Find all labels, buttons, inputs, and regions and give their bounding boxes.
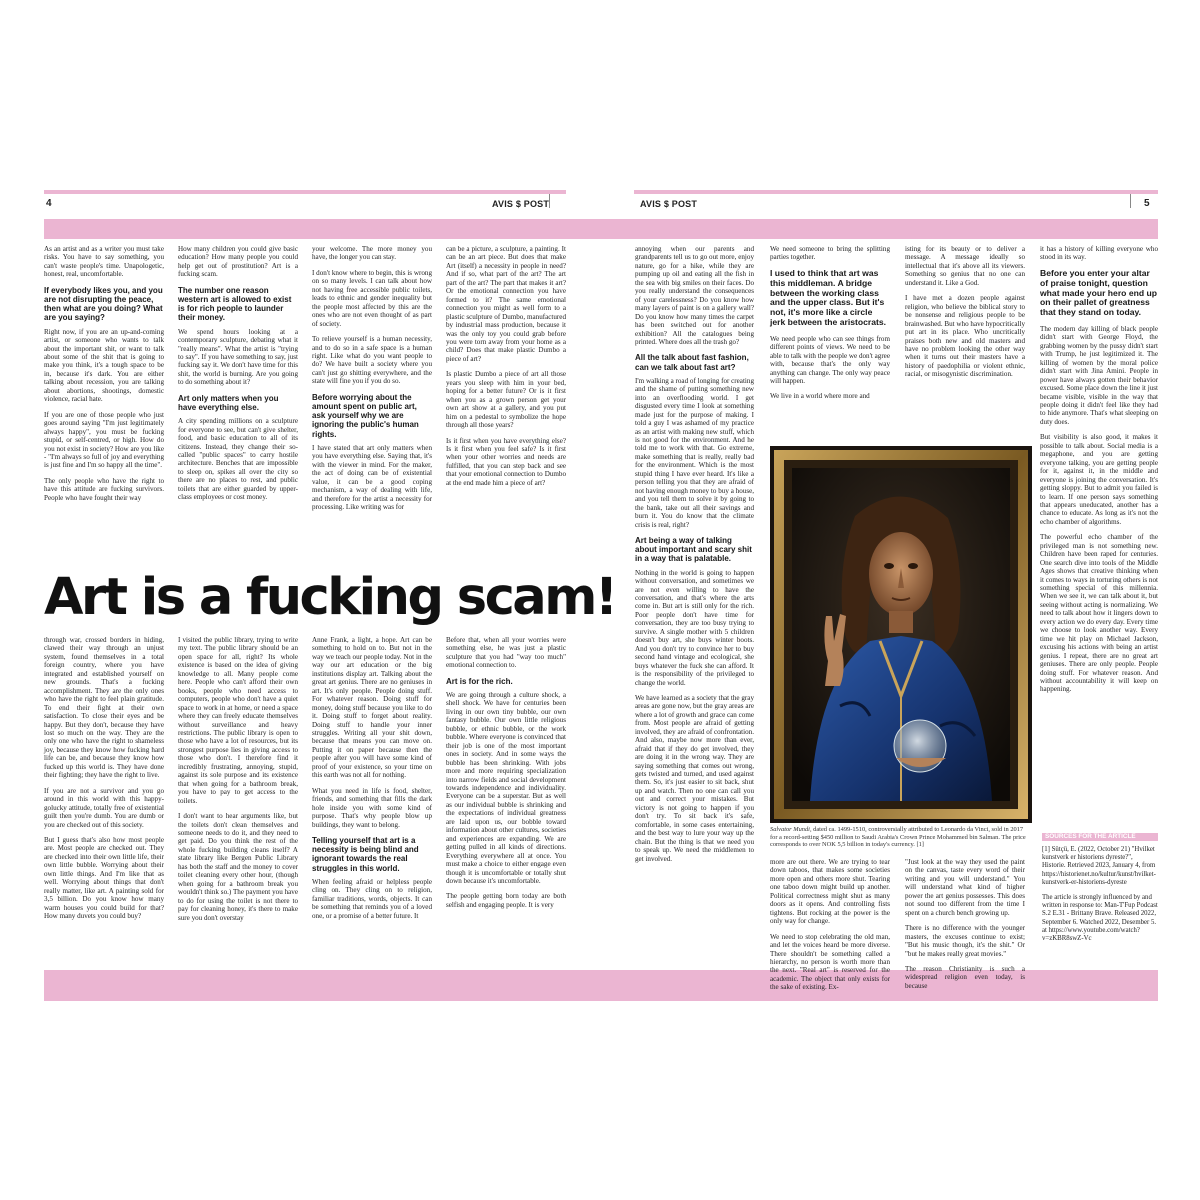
painting-salvator-mundi xyxy=(770,446,1032,823)
paragraph: Is plastic Dumbo a piece of art all those years you sleep with him in your bed, hoping for a better future? Or is it first when you as a grown person get your own art show at a gallery, and you put him on a pedestal to symbolize the hope through all those years? xyxy=(446,370,566,430)
paragraph: As an artist and as a writer you must take risks. You have to say something, you can't waste people's time. Unapologetic, honest, real, uncomfortable. xyxy=(44,245,164,279)
paragraph: I have stated that art only matters when you have everything else. Saying that, it's with the viewer in mind. For the maker, the act of doing can be of existential value, it can be a good coping mechanism, a way of dealing with life, and therefore for the artist a necessity for processing. Like writing was for xyxy=(312,443,432,511)
paragraph: I have met a dozen people against religion, who believe the biblical story to be nonsense and religious people to be brainwashed. But who have hypocritically put art in its place. Who uncritically praises both new and old masters and have no problem looking the other way when it turns out their masters have a history of paedophilia or violent ethnic, racial, or misogynistic discrimination. xyxy=(905,294,1025,379)
right-page-header xyxy=(634,190,1158,212)
paragraph: But I guess that's also how most people are. Most people are checked out. They are checked into their own little life, their own little bubble. Worrying about their own little things. And I'm like that as well. Worrying about things that don't really matter, like art. A painting sold for 3,5 billion. Do you know how many warm houses you could build for that? How many duvets you could buy? xyxy=(44,835,164,921)
paragraph: If you are one of those people who just goes around saying "I'm just legitimately always happy", you must be fucking stupid, or self-centred, or high. How do you not exist in society? How are you like - "I'm always so full of joy and everything is just fine and I'm so happy all the time". xyxy=(44,410,165,470)
subheading: If everybody likes you, and you are not disrupting the peace, then what are you doing? What are you saying? xyxy=(44,285,163,323)
article-column xyxy=(635,245,754,953)
paragraph: But visibility is also good, it makes it possible to talk about. Social media is a megaphone, and you are getting everyone talking, you are getting people for it, against it, in the middle and everyone is joining the conversation. It's getting sloppy. But to admit you failed is to learn. If one person says something that appears uneducated, another has a chance to educate. As long as it's not the echo chamber of algorithms. xyxy=(1040,433,1158,526)
article-column xyxy=(312,245,432,537)
source-reference: The article is strongly influenced by and written in response to: Man-T'Fup Podcast S.2 E.31 - Brittany Brave. Released 2022, September 6. Watched 2022, Desember 5. at https://www.youtube.com/watch?v=zKBR8swZ-Vc xyxy=(1042,894,1158,943)
left-page-header xyxy=(44,190,566,212)
subheading: Art being a way of talking about important and scary shit in a way that is palatable. xyxy=(635,536,752,564)
paragraph: I visited the public library, trying to write my text. The public library should be an open space for all, right? Its whole existence is based on the idea of giving knowledge to all. Many people come here. People who can't afford their own books, people who need access to computers, people who don't have a quiet space to work in at home, or need a space where they can freely educate themselves without surveillance and heavy restrictions. The public library is open to those who have a lot of resources, but its strongest purpose lies in giving access to those who don't. I therefore find it incredibly frustrating, annoying, stupid, against its sole purpose and its existence that when going for a bathroom break, you have to pay to get access to the toilets. xyxy=(178,636,298,805)
article-column xyxy=(905,858,1025,990)
paragraph: How many children you could give basic education? How many people you could help get out of prostitution? Art is a fucking scam. xyxy=(178,245,298,279)
paragraph: I don't know where to begin, this is wrong on so many levels. I can talk about how not having free accessible public toilets, leads to ethnic and gender inequality but the people most affected by this are the ones who are not even thought of as part of society. xyxy=(312,268,432,328)
paragraph: We are going through a culture shock, a shell shock. We have for centuries been living in our own tiny bubble, our own fantasy bubble. Our own little religious bubble, or ethnic bubble, or the work bubble. Where everyone is convinced that their job is one of the most important ones in society. And in some ways the bubble has been shrinking. With jobs more and more requiring specialization into narrow fields and social development towards independence and individuality. Everyone can be a superstar. But as well as our individual bubble is shrinking and the expectations of individual greatness are laid upon us, our bobble toward information about other cultures, societies and experiences are expanding. We are getting pulled in all kinds of directions. Everything everywhere all at once. You must make a choice to either engage even though it is uncomfortable or totally shut down because it's uncomfortable. xyxy=(446,691,566,885)
paragraph: The reason Christianity is such a widespread religion even today, is because xyxy=(905,964,1025,990)
subheading: All the talk about fast fashion, can we talk about fast art? xyxy=(635,353,749,372)
pull-quote: I used to think that art was this middleman. A bridge between the working class and the upper class. But it's not, it's more like a circle jerk between the aristocrats. xyxy=(770,267,887,327)
paragraph: through war, crossed borders in hiding, clawed their way through an unjust system, found themselves in a total foreign country, where you have integrated and established yourself on new grounds. That's a fucking accomplishment. They are the only ones who have the right to feel plain gratitude. To end their fight at their own satisfaction. To close their eyes and be happy. But they don't, because they have lost so much on the way. They are the only one who have the right to shameless joy, because they know how fucking hard life can be, and because they know how fucked up this world is. They have done their fighting; they have the right to live. xyxy=(44,636,164,780)
article-column xyxy=(178,245,298,537)
caption-title: Salvator Mundi xyxy=(770,826,810,833)
paragraph: To relieve yourself is a human necessity, and to do so in a safe space is a human right. Like what do you want people to do? We have built a society where you can't just go shitting everywhere, and the state will fine you if you do so. xyxy=(312,335,432,386)
paragraph: Nothing in the world is going to happen without conversation, and sometimes we are not even willing to have the conversation, and that's where the arts come in. But art is still only for the rich. Poor people don't have time for conversation, they are too busy trying to survive. A single mother with 5 children doesn't buy art, she buys winter boots. And you don't try to convince her to buy second hand vintage and ecological, she buys whatever the fuck she can afford. It is the responsibility of the privileged to change the world. xyxy=(635,568,754,687)
article-column xyxy=(770,858,890,992)
article-column xyxy=(44,636,164,954)
paragraph: your welcome. The more money you have, the longer you can stay. xyxy=(312,245,432,262)
headline: Art is a fucking scam! xyxy=(44,568,616,627)
paragraph: When feeling afraid or helpless people cling on. They cling on to religion, familiar traditions, words, objects. It can be something that reminds you of a loved one, or a promise of a better future. It xyxy=(312,877,432,920)
article-column xyxy=(905,245,1025,435)
publication-name: AVIS $ POST xyxy=(492,199,550,209)
paragraph: The only people who have the right to have this attitude are fucking survivors. People who have fought their way xyxy=(44,476,164,502)
paragraph: annoying when our parents and grandparents tell us to go out more, enjoy nature, go for a hike, while they are pumping up oil and eating all the fish in the sea with big smiles on their faces. Do you really understand the consequences of your carelessness? Do you know how many layers of paint is on a gallery wall? Do you know how many times the carpet has been switched out for another exhibition? All the catalogues being printed. Where does all the trash go? xyxy=(635,245,754,346)
paragraph: Is it first when you have everything else? Is it first when you feel safe? Is it first when your other worries and needs are fulfilled, that you can step back and see that your emotional connection to Dumbo at the end made him a piece of art? xyxy=(446,436,566,487)
paragraph: A city spending millions on a sculpture for everyone to see, but can't give shelter, food, and basic education to all of its citizens. Instead, they change their so-called "public spaces" to carry hostile architecture. Benches that are impossible to sleep on, spikes all over the city so there are no places to rest, and public toilets that are either guarded by upper-class employees or cost money. xyxy=(178,417,298,502)
paragraph: it has a history of killing everyone who stood in its way. xyxy=(1040,245,1158,262)
source-reference: [1] Sütçü, E. (2022, October 21) "Hvilket kunstverk er historiens dyreste?", Historie. Retrieved 2023, January 4, from https://historienet.no/kultur/kunst/hvilket-kunstverk-er-historiens-dyreste xyxy=(1042,846,1156,886)
paragraph: Before that, when all your worries were something else, he was just a plastic sculpture that you had "way too much" emotional connection to. xyxy=(446,636,566,670)
paragraph: I'm walking a road of longing for creating and the shame of putting something new into an overflooding world. I get disgusted every time I look at something made just for the purpose of making. I told a guy I was ashamed of my practice as an artist with making new stuff, which is not good for the environment. And he told me to work with that. Go extreme, make something that is really, really bad for the environment. Which is the most stupid thing I have ever heard. It's like a person telling you that they are afraid of not having enough money to buy a house, and you tell them to solve it by going to the bank, take out all their savings and burn it. You do know that the climate crisis is real, right? xyxy=(635,376,754,529)
paragraph: We need people who can see things from different points of views. We need to be able to talk with the people we don't agree with, because that's the only way anything can change. The only way peace will happen. xyxy=(770,334,890,385)
paragraph: can be a picture, a sculpture, a painting. It can be an art piece. But does that make Art (itself) a necessity in people in need? And if so, what part of the art? The art part of the art? The part that makes it art? Or the emotional connection you have formed to it? The same emotional connection you might as well form to a plastic sculpture of Dumbo, manufactured by industrial mass production, because it was the only toy you could grab before you were torn away from your home as a child? Does that make plastic Dumbo a piece of art? xyxy=(446,245,566,363)
article-column xyxy=(446,245,566,537)
article-column xyxy=(44,245,164,537)
caption-text: , dated ca. 1499-1510, controversially attributed to Leonardo da Vinci, sold in 2017 for a record-setting $450 million to Saudi Arabia's Crown Prince Mohammed bin Salman. The price corresponds to over NOK 5,5 billion in today's currency. [1] xyxy=(770,826,1026,849)
subheading: Before worrying about the amount spent on public art, ask yourself why we are ignoring the public's human rights. xyxy=(312,392,419,439)
paragraph: Right now, if you are an up-and-coming artist, or someone who wants to talk about the important shit, or want to talk about some of the shit that is going to make you think, it's a tough space to be in, because it's dark. You are either talking about recession, you are talking about abortions, shootings, domestic violence, racial hate. xyxy=(44,327,164,404)
paragraph: The powerful echo chamber of the privileged man is not something new. Children have been raped for centuries. One search dive into tools of the Middle Ages shows that creative thinking when it comes to ways in torturing others is not something special of this millennia. When we see it, we can talk about it, but seeing without acting is normalizing. We need to talk about how it lingers down to every action we do every day. Every time we choose to look another way. Every time we hit play on Michael Jackson, excusing his actions with being an artist genius. I repeat, there are no great art geniuses. There are only people. People doing stuff. For whatever reason. And without accountability it will keep on happening. xyxy=(1040,533,1158,694)
image-caption xyxy=(770,826,1032,849)
page-number: 5 xyxy=(1144,198,1150,209)
paragraph: What you need in life is food, shelter, friends, and something that fills the dark hole inside you with some kind of purpose. That's why people blow up buildings, they want to belong. xyxy=(312,786,432,829)
paragraph: isting for its beauty or to deliver a message. A message ideally so intellectual that it's above all its viewers. Something so genius that no one can understand it. Like a God. xyxy=(905,245,1025,287)
subheading: Art is for the rich. xyxy=(446,676,513,686)
paragraph: If you are not a survivor and you go around in this world with this happy-golucky attitude, totally free of existential guilt then you're dumb. You are dumb or you are checked out of this society. xyxy=(44,786,164,829)
paragraph: Anne Frank, a light, a hope. Art can be something to hold on to. But not in the way we teach our people today. Not in the way our art education or the big institutions display art. Talking about the great art genius. There are no geniuses in art. It's only people. People doing stuff. For whatever reason. Doing stuff for money, doing stuff because you like to do it. Doing stuff to forget about reality. Doing stuff to handle your inner struggles. Writing all your shit down, because that means you can move on. Putting it on paper because then the people after you will have some kind of proof of your existence, so your time on this earth was not all for nothing. xyxy=(312,636,432,780)
paragraph: We live in a world where more and xyxy=(770,392,870,401)
header-divider xyxy=(1130,194,1131,208)
paragraph: We need to stop celebrating the old man, and let the voices heard be more diverse. There shouldn't be something called a hierarchy, no person is worth more than the next. "Real art" is reserved for the academic. The object that only exists for the sake of existing. Ex- xyxy=(770,932,890,992)
subheading: Telling yourself that art is a necessity is being blind and ignorant towards the real struggles in this world. xyxy=(312,835,419,873)
paragraph: We need someone to bring the splitting parties together. xyxy=(770,245,890,262)
article-column xyxy=(770,245,890,435)
paragraph: The people getting born today are both selfish and engaging people. It is very xyxy=(446,892,566,909)
sources-list xyxy=(1042,846,1158,966)
article-column xyxy=(446,636,566,954)
header-divider xyxy=(549,194,550,208)
article-column xyxy=(312,636,432,954)
page-number: 4 xyxy=(46,198,52,209)
paragraph: We spend hours looking at a contemporary sculpture, debating what it "really means". What the artist is "trying to say". If you have something to say, just fucking say it. We don't have time for this shit, the world is burning. Are you going to do something about it? xyxy=(178,327,298,387)
subheading: Art only matters when you have everything else. xyxy=(178,393,279,412)
pull-quote: Before you enter your altar of praise tonight, question what made your hero end up on their pallet of greatness that they stand on today. xyxy=(1040,267,1157,318)
subheading: The number one reason western art is allowed to exist is for rich people to launder their money. xyxy=(178,285,292,323)
paragraph: "Just look at the way they used the paint on the canvas, taste every word of their writing and you will understand." You will understand what kind of higher power the art genius possesses. This does not sound too different from the time I spent on a church bench growing up. xyxy=(905,858,1025,917)
sources-heading: SOURCES FOR THE ARTICLE xyxy=(1042,833,1158,841)
paragraph: There is no difference with the younger masters, the excuses continue to exist; "But his music though, it's the shit." Or "but he makes really great movies." xyxy=(905,924,1025,958)
paragraph: more are out there. We are trying to tear down taboos, that makes some societies more open and others more shut. Tearing one taboo down might build up another. Political correctness might shut as many doors as it opens. And controlling fists tightens. But rocking at the power is the only way for change. xyxy=(770,858,890,926)
article-column xyxy=(1040,245,1158,830)
publication-name: AVIS $ POST xyxy=(640,199,698,209)
paragraph: I don't want to hear arguments like, but the toilets don't clean themselves and someone needs to do it, and they need to get paid. Do you think the rest of the whole fucking building cleans itself? A state library like Bergen Public Library has both the staff and the money to cover toilet cleaning every other hour, (though when going for a bathroom break you wouldn't think so.) The payment you have to do for using the toilet is not there to pay for cleaning honey, it's there to make sure you don't overstay xyxy=(178,812,298,922)
paragraph: The modern day killing of black people didn't start with George Floyd, the grabbing women by the pussy didn't start with Trump, he just legitimized it. The killing of women by the moral police didn't start with Jina Amini. People in power have always gotten their behavior excused. Some place down the line it just became visible, visible in the way that people doing it didn't feel like they had to hide anymore. That's what sleeping on duty does. xyxy=(1040,324,1158,426)
paragraph: We have learned as a society that the gray areas are gone now, but the gray areas are where a lot of growth and grace can come from. Most people are afraid of getting involved, they are afraid of confrontation. And also, maybe now more than ever, afraid that if they do get involved, they are doing it in the wrong way. They are saying something that comes out wrong, gets twisted and turned, and used against them. So, it's just easier to sit back, shut up and watch. Then no one can call you out and correct your mistakes. But victory is not going to happen if you don't try. To sit back it's safe, comfortable, in some cases entertaining, and the best way to lure your way up the chain. But the thing is that we need you to speak up. We need the middlemen to get involved. xyxy=(635,693,754,863)
article-column xyxy=(178,636,298,954)
